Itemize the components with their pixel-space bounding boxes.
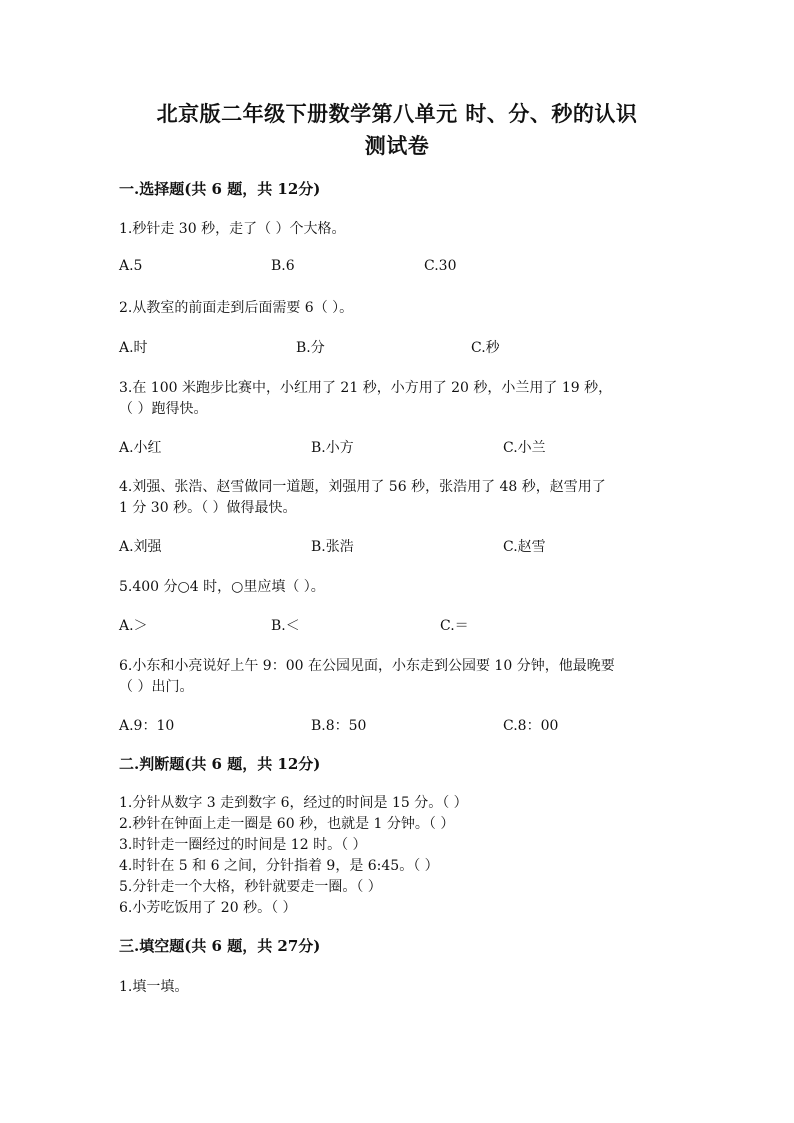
judge-item-5: 5.分针走一个大格，秒针就要走一圈。（ ） bbox=[119, 879, 382, 895]
section-heading-judge: 二.判断题(共 6 题，共 12分) bbox=[119, 755, 321, 773]
judge-item-2: 2.秒针在钟面上走一圈是 60 秒，也就是 1 分钟。（ ） bbox=[119, 816, 455, 832]
option-3b: B.小方 bbox=[311, 440, 354, 456]
page-title-line-2: 测试卷 bbox=[364, 133, 430, 158]
judge-item-4: 4.时针在 5 和 6 之间，分针指着 9，是 6:45。（ ） bbox=[119, 858, 439, 874]
option-1a: A.5 bbox=[119, 258, 143, 274]
option-2c: C.秒 bbox=[471, 340, 500, 356]
fill-item-1: 1.填一填。 bbox=[119, 979, 189, 995]
section-heading-fill: 三.填空题(共 6 题，共 27分) bbox=[119, 937, 321, 955]
option-4a: A.刘强 bbox=[119, 539, 162, 555]
question-4-line-2: 1 分 30 秒。（ ）做得最快。 bbox=[119, 500, 297, 516]
question-6-line-1: 6.小东和小亮说好上午 9：00 在公园见面，小东走到公园要 10 分钟，他最晚要 bbox=[119, 658, 615, 674]
option-3c: C.小兰 bbox=[503, 440, 546, 456]
question-1: 1.秒针走 30 秒，走了（ ）个大格。 bbox=[119, 221, 346, 237]
page-title-line-1: 北京版二年级下册数学第八单元 时、分、秒的认识 bbox=[156, 101, 638, 126]
question-2: 2.从教室的前面走到后面需要 6（ ）。 bbox=[119, 300, 354, 316]
option-2a: A.时 bbox=[119, 340, 148, 356]
section-heading-choice: 一.选择题(共 6 题，共 12分) bbox=[119, 180, 321, 198]
option-5a: A.＞ bbox=[119, 618, 148, 634]
option-6c: C.8：00 bbox=[503, 718, 559, 734]
option-4c: C.赵雪 bbox=[503, 539, 546, 555]
option-6a: A.9：10 bbox=[119, 718, 175, 734]
option-1c: C.30 bbox=[424, 258, 457, 274]
question-4-line-1: 4.刘强、张浩、赵雪做同一道题，刘强用了 56 秒，张浩用了 48 秒，赵雪用了 bbox=[119, 479, 606, 495]
option-4b: B.张浩 bbox=[311, 539, 354, 555]
judge-item-6: 6.小芳吃饭用了 20 秒。（ ） bbox=[119, 900, 297, 916]
option-3a: A.小红 bbox=[119, 440, 162, 456]
judge-item-3: 3.时针走一圈经过的时间是 12 时。（ ） bbox=[119, 837, 367, 853]
question-6-line-2: （ ）出门。 bbox=[119, 679, 194, 695]
option-5c: C.＝ bbox=[440, 618, 469, 634]
option-5b: B.＜ bbox=[271, 618, 300, 634]
option-1b: B.6 bbox=[271, 258, 295, 274]
question-3-line-2: （ ）跑得快。 bbox=[119, 401, 208, 417]
option-6b: B.8：50 bbox=[311, 718, 367, 734]
option-2b: B.分 bbox=[296, 340, 325, 356]
question-3-line-1: 3.在 100 米跑步比赛中，小红用了 21 秒，小方用了 20 秒，小兰用了 19 秒， bbox=[119, 380, 613, 396]
judge-item-1: 1.分针从数字 3 走到数字 6，经过的时间是 15 分。（ ） bbox=[119, 795, 468, 811]
question-5: 5.400 分○4 时，○里应填（ ）。 bbox=[119, 579, 325, 595]
